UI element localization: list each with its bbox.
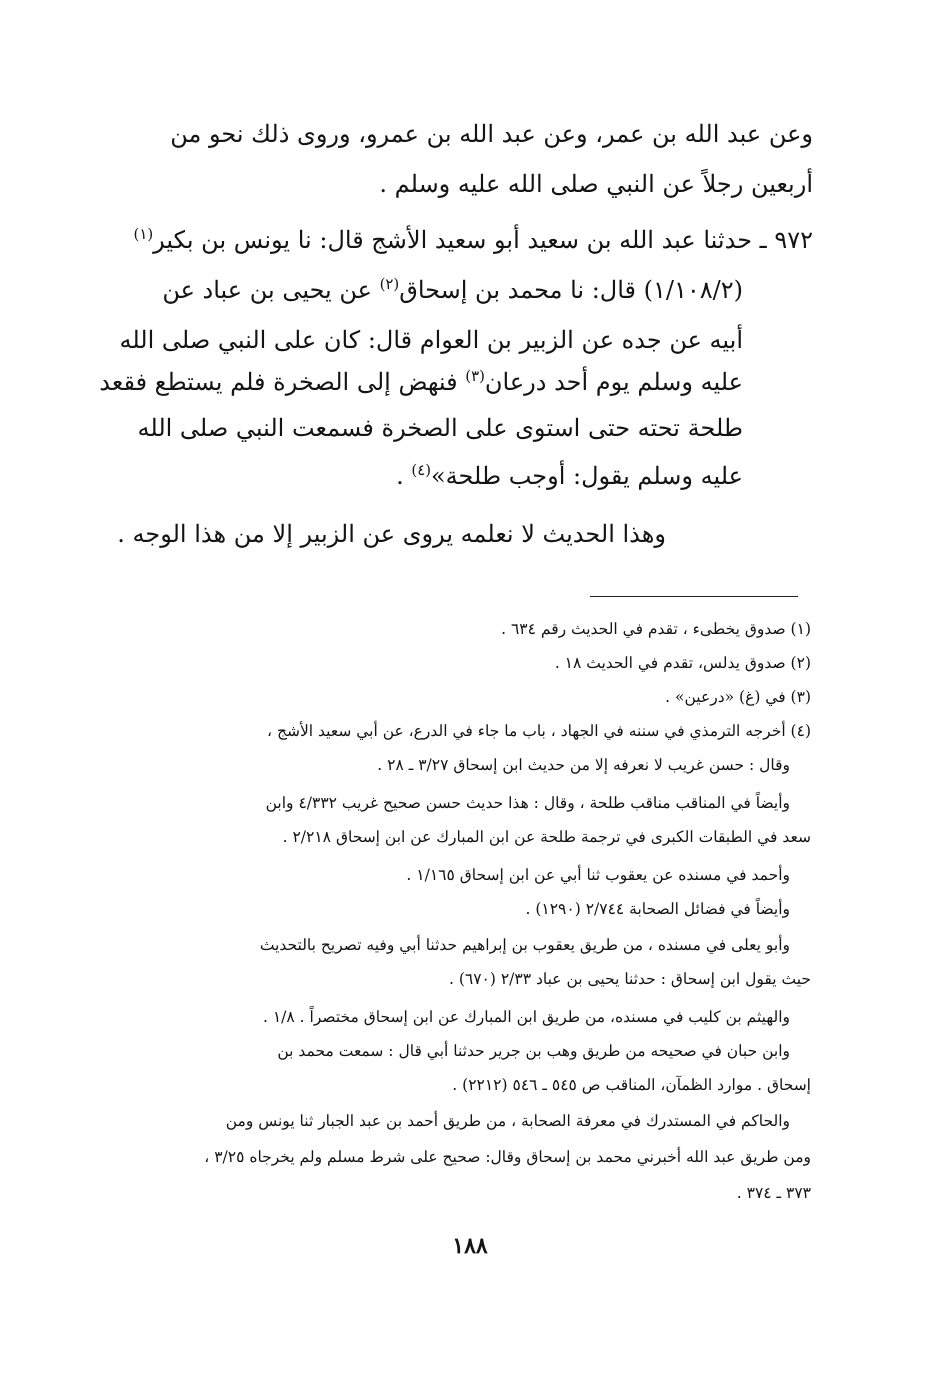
footnote-1: (١) صدوق يخطىء ، تقدم في الحديث رقم ٦٣٤ . [501,620,811,638]
hadith-text-4a: عليه وسلم يوم أحد درعان [484,368,743,396]
page-number: ١٨٨ [452,1233,488,1259]
footnote-4: (٤) أخرجه الترمذي في سننه في الجهاد ، باب ما جاء في الدرع، عن أبي سعيد الأشج ، [267,722,811,740]
footnote-4-line-4: سعد في الطبقات الكبرى في ترجمة طلحة عن ابن المبارك عن ابن إسحاق ٢/٢١٨ . [282,828,811,846]
hadith-text-2b: عن يحيى بن عباد عن [162,276,380,304]
hadith-line-1 [134,226,814,254]
hadith-text-1: ـ حدثنا عبد الله بن سعيد أبو سعيد الأشج قال: نا يونس بن بكير [153,226,767,254]
footnote-4-line-12: والحاكم في المستدرك في معرفة الصحابة ، من طريق أحمد بن عبد الجبار ثنا يونس ومن [225,1112,790,1130]
footnote-ref-4: (٤) [411,461,431,479]
hadith-text-4b: فنهض إلى الصخرة فلم يستطع فقعد [99,368,466,396]
footnote-4-line-11: إسحاق . موارد الظمآن، المناقب ص ٥٤٥ ـ ٥٤٦ (٢٢١٢) . [452,1076,811,1094]
hadith-text-6a: عليه وسلم يقول: أوجب طلحة» [431,462,743,490]
remark-line: وهذا الحديث لا نعلمه يروى عن الزبير إلا من هذا الوجه . [117,520,666,548]
footnote-ref-1: (١) [133,225,154,243]
footnote-4-line-9: والهيثم بن كليب في مسنده، من طريق ابن المبارك عن ابن إسحاق مختصراً . ١/٨ . [263,1008,790,1026]
footnote-4-line-2: وقال : حسن غريب لا نعرفه إلا من حديث ابن إسحاق ٣/٢٧ ـ ٢٨ . [377,756,790,774]
body-line-2: أربعين رجلاً عن النبي صلى الله عليه وسلم . [379,170,813,198]
hadith-line-6 [396,462,743,490]
footnote-ref-2: (٢) [379,275,400,293]
footnote-separator [590,596,798,597]
footnote-4-line-3: وأيضاً في المناقب مناقب طلحة ، وقال : هذا حديث حسن صحيح غريب ٤/٣٣٢ وابن [265,794,790,812]
footnote-4-line-8: حيث يقول ابن إسحاق : حدثنا يحيى بن عباد ٢/٣٣ (٦٧٠) . [448,970,811,988]
footnote-2: (٢) صدوق يدلس، تقدم في الحديث ١٨ . [554,654,811,672]
footnote-4-line-14: ٣٧٣ ـ ٣٧٤ . [736,1184,811,1202]
footnote-4-line-7: وأبو يعلى في مسنده ، من طريق يعقوب بن إبراهيم حدثنا أبي وفيه تصريح بالتحديث [259,936,790,954]
hadith-line-5: طلحة تحته حتى استوى على الصخرة فسمعت النبي صلى الله [137,414,743,442]
footnote-4-line-6: وأيضاً في فضائل الصحابة ٢/٧٤٤ (١٢٩٠) . [525,900,790,918]
hadith-line-3: أبيه عن جده عن الزبير بن العوام قال: كان على النبي صلى الله [119,326,743,354]
hadith-text-2a: (١/١٠٨/٢) قال: نا محمد بن إسحاق [399,276,743,304]
footnote-4-line-13: ومن طريق عبد الله أخبرني محمد بن إسحاق وقال: صحيح على شرط مسلم ولم يخرجاه ٣/٢٥ ، [204,1148,811,1166]
hadith-line-4 [99,368,743,396]
hadith-number: ٩٧٢ [774,226,813,254]
hadith-line-2 [162,276,743,304]
footnote-4-line-10: وابن حبان في صحيحه من طريق وهب بن جرير حدثنا أبي قال : سمعت محمد بن [277,1042,790,1060]
footnote-3: (٣) في (غ) «درعين» . [665,688,811,706]
footnote-4-line-5: وأحمد في مسنده عن يعقوب ثنا أبي عن ابن إسحاق ١/١٦٥ . [406,866,790,884]
hadith-text-6b: . [396,462,412,490]
footnote-ref-3: (٣) [465,367,485,385]
body-line-1: وعن عبد الله بن عمر، وعن عبد الله بن عمرو، وروى ذلك نحو من [170,120,813,148]
